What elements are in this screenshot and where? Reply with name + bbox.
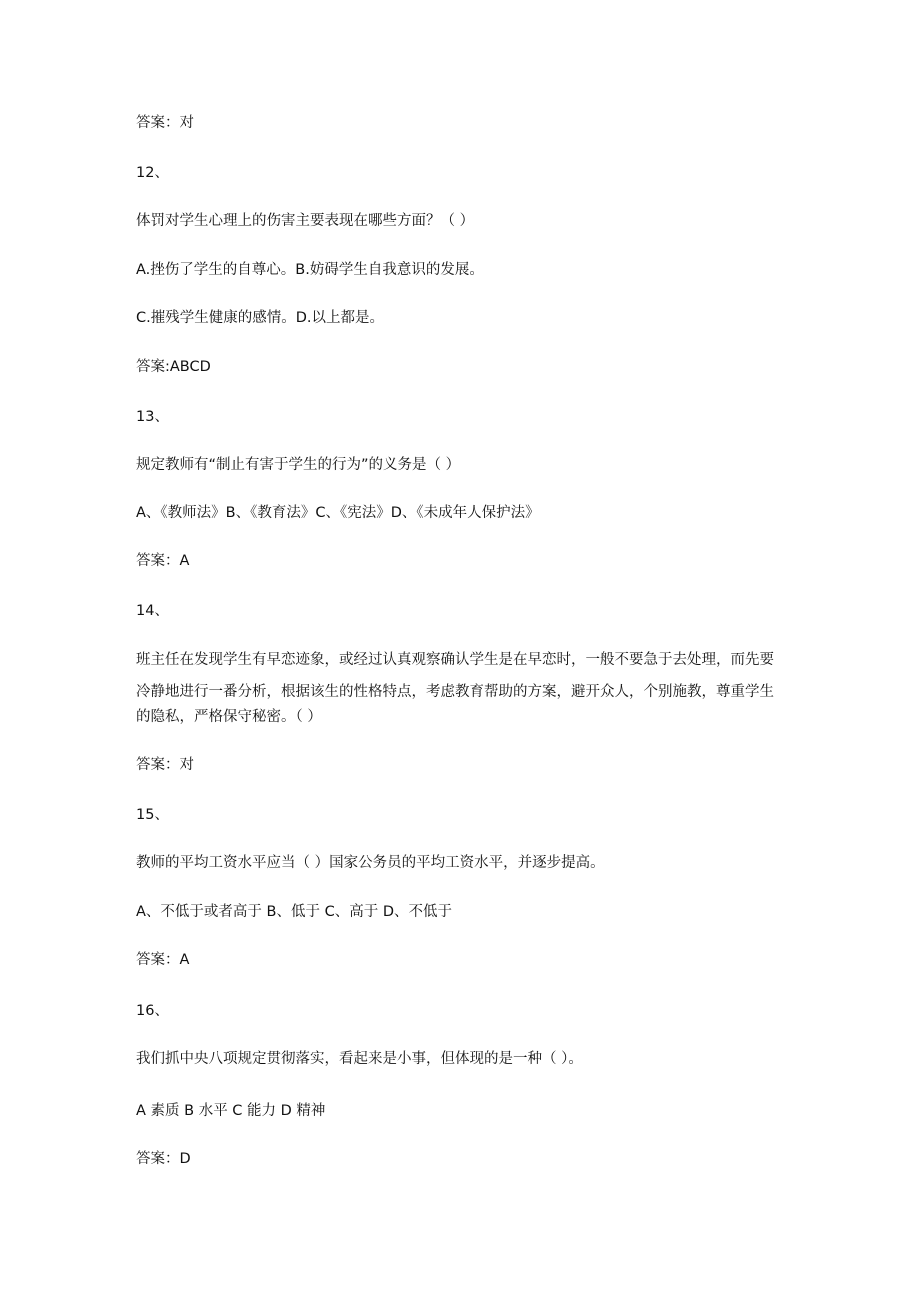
- question-12-number: 12、: [136, 165, 169, 181]
- question-16-number: 16、: [136, 1003, 169, 1019]
- question-13-text: 规定教师有“制止有害于学生的行为”的义务是（ ）: [136, 457, 461, 473]
- question-14-line-3: 的隐私，严格保守秘密。（ ）: [136, 709, 322, 725]
- question-15-options: A、不低于或者高于 B、低于 C、高于 D、不低于: [136, 904, 452, 920]
- question-14-answer: 答案：对: [136, 757, 194, 773]
- question-15-number: 15、: [136, 807, 169, 823]
- question-16-answer: 答案：D: [136, 1151, 191, 1167]
- answer-11: 答案：对: [136, 115, 194, 131]
- question-14-line-1: 班主任在发现学生有早恋迹象，或经过认真观察确认学生是在早恋时，一般不要急于去处理，而先要: [136, 652, 774, 668]
- question-16-options: A 素质 B 水平 C 能力 D 精神: [136, 1103, 326, 1119]
- question-12-answer: 答案:ABCD: [136, 359, 211, 375]
- question-13-answer: 答案：A: [136, 553, 190, 569]
- question-14-line-2: 冷静地进行一番分析，根据该生的性格特点，考虑教育帮助的方案，避开众人，个别施教，尊重学生: [136, 684, 774, 700]
- question-14-number: 14、: [136, 603, 169, 619]
- question-13-options: A、《教师法》B、《教育法》C、《宪法》D、《未成年人保护法》: [136, 505, 540, 521]
- question-16-text: 我们抓中央八项规定贯彻落实，看起来是小事，但体现的是一种（ ）。: [136, 1051, 583, 1067]
- question-15-text: 教师的平均工资水平应当（ ）国家公务员的平均工资水平，并逐步提高。: [136, 855, 605, 871]
- question-13-number: 13、: [136, 409, 169, 425]
- question-12-options-2: C.摧残学生健康的感情。D.以上都是。: [136, 310, 385, 326]
- question-12-options-1: A.挫伤了学生的自尊心。B.妨碍学生自我意识的发展。: [136, 262, 484, 278]
- question-15-answer: 答案：A: [136, 952, 190, 968]
- question-12-text: 体罚对学生心理上的伤害主要表现在哪些方面？（ ）: [136, 213, 475, 229]
